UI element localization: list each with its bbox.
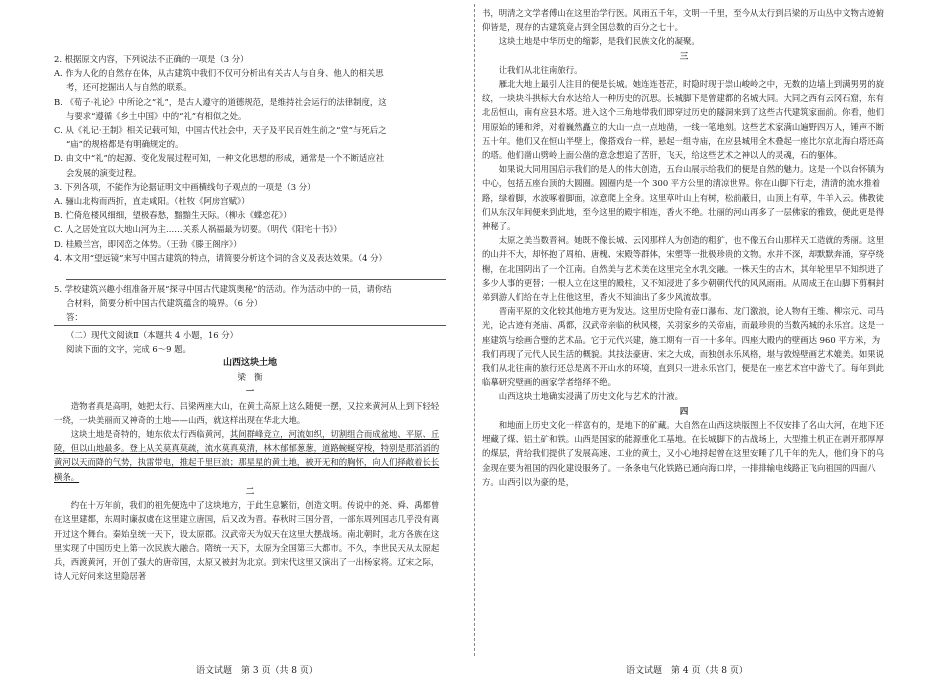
answer-line[interactable] <box>66 265 446 280</box>
page-footer-right: 语文试题 第 4 页（共 8 页） <box>626 666 748 676</box>
paragraph: 雁北大地上最引人注目的便是长城。她连连苍茫，时隐时现于崇山峻岭之中，无数的边墙上到满男男的旋纹，一块块斗拱标大台水达给人一种历史的沉思。长城脚下是曾建都的名城大同。大同之西有云冈石窟，东有北岳恒山，南有应县木塔。进入这个三角地带我们即穿过历史的隧洞来到了这些古代建筑家面前。你看，他们用原始的锤和斧，对着巍然矗立的大山一点一点地凿，一线一笔地刻。这些艺术家满山遍野四万人，锤声不断五十年。他们又在恒山半壁上，像搭戏台一样，悬起一组寺庙，在应县城用全木叠起一座比尔京北海白塔还高的塔。他们凿山劈岭上面公凿的意念想追了苦肝，飞天，给这些艺术之神以人的灵魂，石的躯体。 <box>482 79 885 161</box>
q2-option-d: D. 由文中“礼”的起源、变化发展过程可知，一种文化思想的形成，通常是一个不断适应社 <box>54 153 385 164</box>
q4-stem: 4. 本文用“望远镜”来写中国古建筑的特点，请简要分析这个词的含义及表达效果。（4 分） <box>54 252 387 263</box>
q2-option-d-cont: 会发展的演变过程。 <box>66 167 142 178</box>
q2-option-c-cont: “庙”的规格都是有明确规定的。 <box>66 139 184 150</box>
q2-option-c: C. 从《礼记·王制》相关记载可知，中国古代社会中，天子及平民百姓生前之“堂”与死后之 <box>54 125 387 136</box>
paragraph: 和地面上历史文化一样富有的，是地下的矿藏。大自然在山西这块版图上不仅安排了名山大河，在地下还埋藏了煤、铝土矿和铁。山西是国家的能源重化工基地。在长城脚下的古战场上，大型推土机正在剥开那厚厚的煤层，背给我们提供了发展高速、工业的黄土，又小心地捋起曾在这里安睡了几千年的先人，他们身下的乌金现在要为祖国的四化建设服务了。一条条电气化铁路已通向海口岸，一排排输电线路正飞向祖国的四面八方。山西引以为豪的是， <box>482 419 885 487</box>
q3-stem: 3. 下列各项，不能作为论据证明文中画横线句子观点的一项是（3 分） <box>54 181 316 192</box>
q2-option-b: B. 《荀子·礼论》中所论之“礼”，是古人遵守的道德规范，是维持社会运行的法律制度，这 <box>54 96 387 107</box>
article-title: 山西这块土地 <box>222 358 277 369</box>
q2-stem: 2. 根据原文内容，下列说法不正确的一项是（3 分） <box>54 54 249 64</box>
section-heading: （二）现代文阅读Ⅱ（本题共 4 小题，16 分） <box>66 329 239 340</box>
q2-option-b-cont: 与要求“遵循《乡土中国》中的“礼”有相似之处。 <box>66 110 247 121</box>
paragraph <box>54 427 446 484</box>
q2-option-a-cont: 考，还可挖掘出人与自然的联系。 <box>66 82 192 93</box>
paragraph: 书，明清之文学者傅山在这里治学行医。风雨五千年，文明一千里，至今从太行到吕梁的万山丛中文物古迹俯仰皆是，现存的古建筑竟占到全国总数的百分之七十。 <box>482 8 884 33</box>
paragraph: 约在十万年前，我们的祖先便选中了这块地方，于此生息繁衍，创造文明。传说中的尧、舜、禹都曾在这里建都，东周时廉叔虞在这里建立唐国，后又改为晋。春秋时三国分晋，一部东周列国志几乎没有离开过这个舞台。秦始皇统一天下，设太原郡。汉武帝天为奴天在这里大摆战场。南北朝时，北方各族在这里实现了中国历史上第一次民族大融合。隋统一天下，太原为全国第三大都市。不久，李世民天从太原起兵，西渡黄河，开创了强大的唐帝国，太原又被封为北京。到宋代这里又演出了一出杨家将。辽宋之际，诗人元好问来这里隐居著 <box>54 500 440 582</box>
paragraph-text: 这块土地是奇特的，她东依太行西临黄河， <box>70 429 230 440</box>
paragraph: 晋南平原的文化较其他地方更为发达。这里历史险有壶口瀑布、龙门激浪，论人物有王维、柳宗元、司马光，论古迹有尧庙、禹都，汉武帝亲临的秋风楼，关羽家乡的关帝庙，而最珍贵的当数芮城的永乐宫。这是一座建筑与绘画合璧的艺术品。它于元代兴建，施工期有一百一十多年。四座大殿内的壁画达 960 平方米，为我们再现了元代人民生活的概貌。其技法豪唐、宋之大成，而独创永乐风格，堪与敦煌壁画艺术媲美。如果说我们从北往南的旅行还总是离不开山水的环境，直到只一进永乐宫门，便是在一座艺术宫中游弋了。每年到此临摹研究壁画的画家学者络绎不绝。 <box>482 306 885 388</box>
part-four-heading: 四 <box>679 405 689 416</box>
q3-option-c: C. 人之居处宜以大地山河为主……关系人祸福最为切要。（明代《阳宅十书》） <box>54 224 342 235</box>
paragraph: 山西这块土地确实浸满了历史文化与艺术的汁液。 <box>498 391 684 402</box>
part-two-heading: 二 <box>245 485 255 496</box>
left-page <box>54 52 446 583</box>
part-three-heading: 三 <box>679 50 689 61</box>
article-author: 梁 衡 <box>237 372 263 383</box>
section-instruction: 阅读下面的文字，完成 6～9 题。 <box>66 343 191 354</box>
q2-option-a: A. 作为人化的自然存在体，从古建筑中我们不仅可分析出有关古人与自身、他人的相关思 <box>54 68 384 79</box>
page-fold-divider <box>474 4 475 656</box>
answer-label: 答： <box>54 310 446 325</box>
paragraph: 太原之美当数晋祠。她既不像长城、云冈那样人为创造的粗犷，也不像五台山那样天工造就的秀丽。这里的山并不大，却怀抱了周柏、唐槐、宋殿等群体，宋塑等一批极珍贵的文物。水并不深，却默默奔涌，穿亭绕榭，在北国阴出了一个江南。自然美与艺术美在这里完全水乳交融。一株天生的古木，其年轮里早不知织进了多少人事的更替；一根人立在这里的殿柱，又不知浸进了多少朝朝代代的风风雨雨。从周成王在山脚下剪桐封弟到游人们给在寺上住他这里，香火不知油出了多少风流故事。 <box>482 235 885 303</box>
q3-option-b: B. 伫倚危楼风细细，望极春愁，黯黯生天际。（柳永《蝶恋花》） <box>54 210 292 221</box>
paragraph: 造物者真是高明，她把太行、吕梁两座大山，在黄土高原上这么随便一摆，又拉来黄河从上到下轻轻一绕，一块美丽而又神奇的土地——山西，就这样出现在华北大地。 <box>54 400 440 425</box>
right-page <box>482 8 886 489</box>
paragraph: 让我们从北往南旅行。 <box>498 64 583 75</box>
underlined-sentence: 其间群峰竞立，河流如织，切割组合而成盆地、平原、丘陵，但以山地最多。登上从关莫真莫疏，流水莫真莫清，林木郁郁葱葱，道路蜿蜒穿梭，特别是那滔滔的黄河以天而降的气势，执雷带电，推起千里巨浪；那星星的黄土地，被开无和的胸怀，向人们择敞着长长横条。 <box>54 429 440 482</box>
paragraph: 如果说大同用国启示我们的是人的伟大创造，五台山展示给我们的便是自然的魅力。这是一个以台怀镇为中心，包括五座台顶的大圆圈。圆圈内是一个 300 平方公里的清凉世界。你在山脚下行走，清清的流水推着路，绿着脚，水波啄着脚面，凉意爬上全身。这里草叶山上有树，松前蔽日，山顶上有草，牛羊入云。佛教徒们从东汉年间便来到此地，至今这里的殿宇相连，香火不绝。壮丽的河山再多了一层佛家的雅致，便此更是得神秘了。 <box>482 164 885 232</box>
q5-stem-line2: 合材料，简要分析中国古代建筑蕴含的境界。（6 分） <box>66 298 263 309</box>
q5-stem-line1: 5. 学校建筑兴趣小组准备开展“探寻中国古代建筑奥秘”的活动。作为活动中的一员，请你结 <box>54 284 392 295</box>
q3-option-a: A. 骊山北构而西折，直走咸阳。（杜牧《阿房宫赋》） <box>54 196 250 207</box>
part-one-heading: 一 <box>245 386 255 397</box>
page-footer-left: 语文试题 第 3 页（共 8 页） <box>196 666 318 676</box>
paragraph: 这块土地是中华历史的缩影，是我们民族文化的凝聚。 <box>498 36 700 47</box>
q3-option-d: D. 桂殿兰宫，即冈峦之体势。（王勃《滕王阁序》） <box>54 238 242 249</box>
